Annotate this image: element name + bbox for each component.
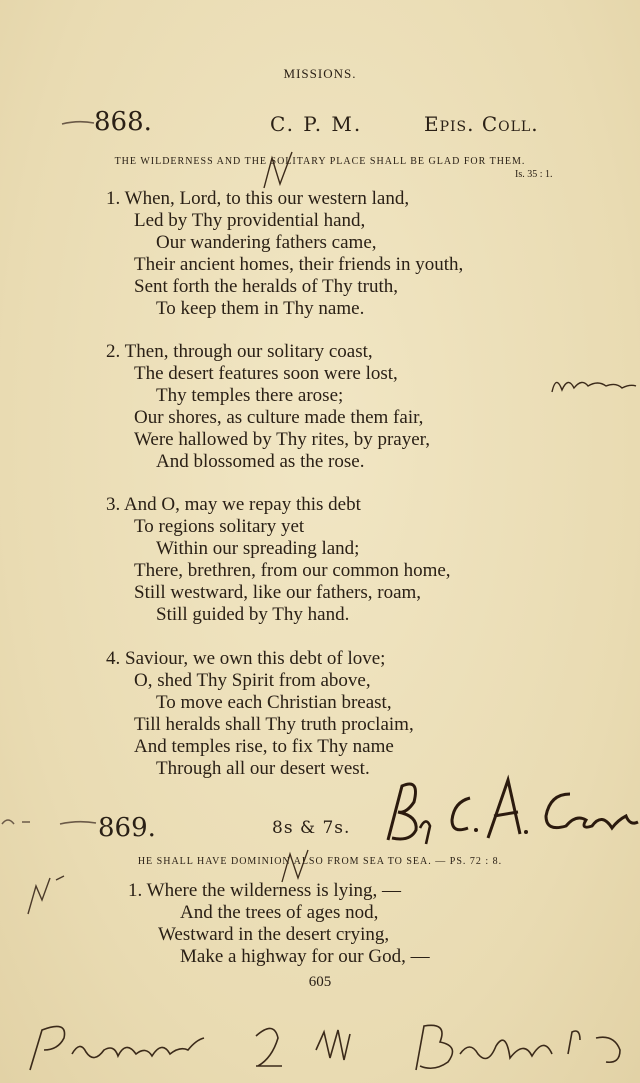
handwritten-margin-mark xyxy=(20,870,70,920)
verse-line: Within our spreading land; xyxy=(156,538,360,559)
hymn-number: 869. xyxy=(98,813,156,843)
pencil-dash-mark xyxy=(60,118,96,128)
running-head: MISSIONS. xyxy=(283,66,357,81)
verse-line: Our shores, as culture made them fair, xyxy=(134,407,424,428)
verse-line: Thy temples there arose; xyxy=(156,385,344,406)
verse-line: 1. When, Lord, to this our western land, xyxy=(106,188,410,209)
page-number: 605 xyxy=(308,974,332,990)
verse-line: 2. Then, through our solitary coast, xyxy=(106,341,373,362)
verse-line: Till heralds shall Thy truth proclaim, xyxy=(134,714,414,735)
verse-line: Sent forth the heralds of Thy truth, xyxy=(134,276,399,297)
verse-line: Still westward, like our fathers, roam, xyxy=(134,582,422,603)
verse-line: Westward in the desert crying, xyxy=(158,924,390,945)
hymn-subtitle: THE WILDERNESS AND THE SOLITARY PLACE SHALL BE GLAD FOR THEM. xyxy=(114,156,526,167)
scripture-reference: Is. 35 : 1. xyxy=(515,169,553,180)
verse-line: Their ancient homes, their friends in youth, xyxy=(134,254,464,275)
verse-line: Were hallowed by Thy rites, by prayer, xyxy=(134,429,430,450)
hymn-attribution: Epis. Coll. xyxy=(424,112,539,136)
verse-line: 3. And O, may we repay this debt xyxy=(106,494,361,515)
verse-line: O, shed Thy Spirit from above, xyxy=(134,670,371,691)
hymn-meter: C. P. M. xyxy=(270,112,363,136)
verse-line: Through all our desert west. xyxy=(156,758,370,779)
handwritten-attribution-signature xyxy=(380,768,640,848)
verse-line: 4. Saviour, we own this debt of love; xyxy=(106,648,386,669)
verse-line: Make a highway for our God, — xyxy=(180,946,430,967)
hymn-number: 868. xyxy=(94,107,152,137)
verse-line: To move each Christian breast, xyxy=(156,692,392,713)
verse-line: And temples rise, to fix Thy name xyxy=(134,736,394,757)
handwritten-n-mark xyxy=(258,148,298,192)
verse-line: And blossomed as the rose. xyxy=(156,451,365,472)
verse-line: 1. Where the wilderness is lying, — xyxy=(128,880,401,901)
handwritten-margin-mark xyxy=(548,368,638,402)
verse-line: Still guided by Thy hand. xyxy=(156,604,350,625)
verse-line: Our wandering fathers came, xyxy=(156,232,377,253)
verse-line: To regions solitary yet xyxy=(134,516,305,537)
handwritten-publisher-signature xyxy=(20,1010,640,1082)
pencil-dash-mark xyxy=(0,810,100,834)
verse-line: The desert features soon were lost, xyxy=(134,363,398,384)
verse-line: And the trees of ages nod, xyxy=(180,902,379,923)
verse-line: Led by Thy providential hand, xyxy=(134,210,366,231)
verse-line: There, brethren, from our common home, xyxy=(134,560,451,581)
verse-line: To keep them in Thy name. xyxy=(156,298,365,319)
hymn-subtitle: HE SHALL HAVE DOMINION ALSO FROM SEA TO SEA. — PS. 72 : 8. xyxy=(137,856,503,867)
hymn-meter: 8s & 7s. xyxy=(272,818,351,838)
